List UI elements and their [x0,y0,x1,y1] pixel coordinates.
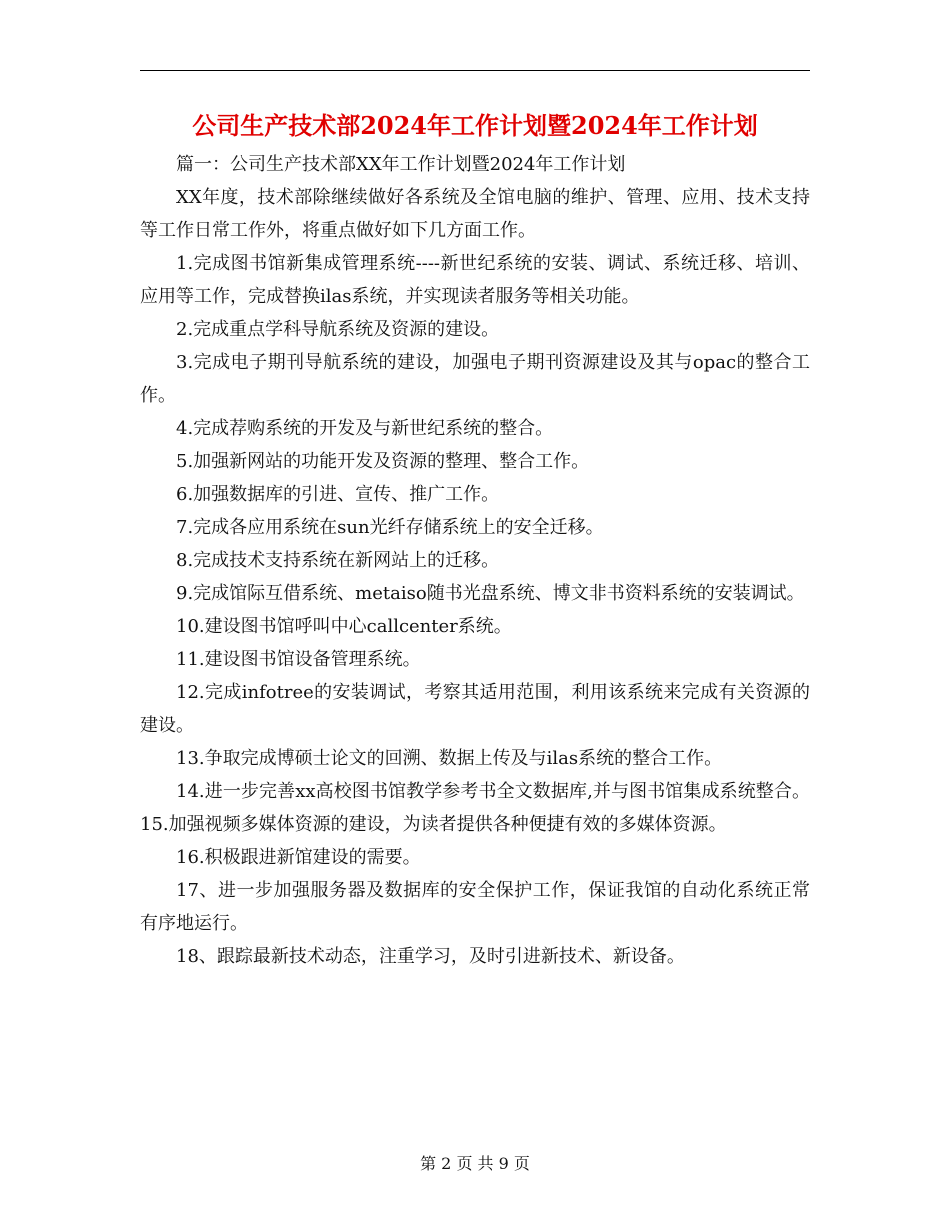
paragraph-item-18: 18、跟踪最新技术动态，注重学习，及时引进新技术、新设备。 [176,946,685,967]
paragraph-item-4: 4.完成荐购系统的开发及与新世纪系统的整合。 [176,418,554,439]
document-body [140,148,810,973]
page-footer: 第 2 页 共 9 页 [420,1154,530,1173]
paragraph-item-11: 11.建设图书馆设备管理系统。 [176,649,421,670]
paragraph-item-16: 16.积极跟进新馆建设的需要。 [176,847,421,868]
paragraph-item-1: 1.完成图书馆新集成管理系统----新世纪系统的安装、调试、系统迁移、培训、应用等工作，完成替换ilas系统，并实现读者服务等相关功能。 [140,253,810,307]
paragraph-item-5: 5.加强新网站的功能开发及资源的整理、整合工作。 [176,451,590,472]
paragraph-item-6: 6.加强数据库的引进、宣传、推广工作。 [176,484,500,505]
paragraph-intro: XX年度，技术部除继续做好各系统及全馆电脑的维护、管理、应用、技术支持等工作日常工作外，将重点做好如下几方面工作。 [140,187,810,241]
paragraph-item-13: 13.争取完成博硕士论文的回溯、数据上传及与ilas系统的整合工作。 [176,748,723,769]
paragraph-item-3: 3.完成电子期刊导航系统的建设，加强电子期刊资源建设及其与opac的整合工作。 [140,352,810,406]
paragraph-heading: 篇一：公司生产技术部XX年工作计划暨2024年工作计划 [176,154,626,175]
document-title: 公司生产技术部2024年工作计划暨2024年工作计划 [192,111,758,140]
paragraph-item-7: 7.完成各应用系统在sun光纤存储系统上的安全迁移。 [176,517,604,538]
paragraph-item-17: 17、进一步加强服务器及数据库的安全保护工作，保证我馆的自动化系统正常有序地运行。 [140,880,810,934]
paragraph-item-9: 9.完成馆际互借系统、metaiso随书光盘系统、博文非书资料系统的安装调试。 [176,583,805,604]
paragraph-item-12: 12.完成infotree的安装调试，考察其适用范围，利用该系统来完成有关资源的建设。 [140,682,810,736]
paragraph-item-2: 2.完成重点学科导航系统及资源的建设。 [176,319,500,340]
paragraph-item-14-15: 14.进一步完善xx高校图书馆教学参考书全文数据库,并与图书馆集成系统整合。15.加强视频多媒体资源的建设，为读者提供各种便捷有效的多媒体资源。 [140,781,810,835]
header-rule [140,70,810,71]
paragraph-item-8: 8.完成技术支持系统在新网站上的迁移。 [176,550,500,571]
paragraph-item-10: 10.建设图书馆呼叫中心callcenter系统。 [176,616,512,637]
